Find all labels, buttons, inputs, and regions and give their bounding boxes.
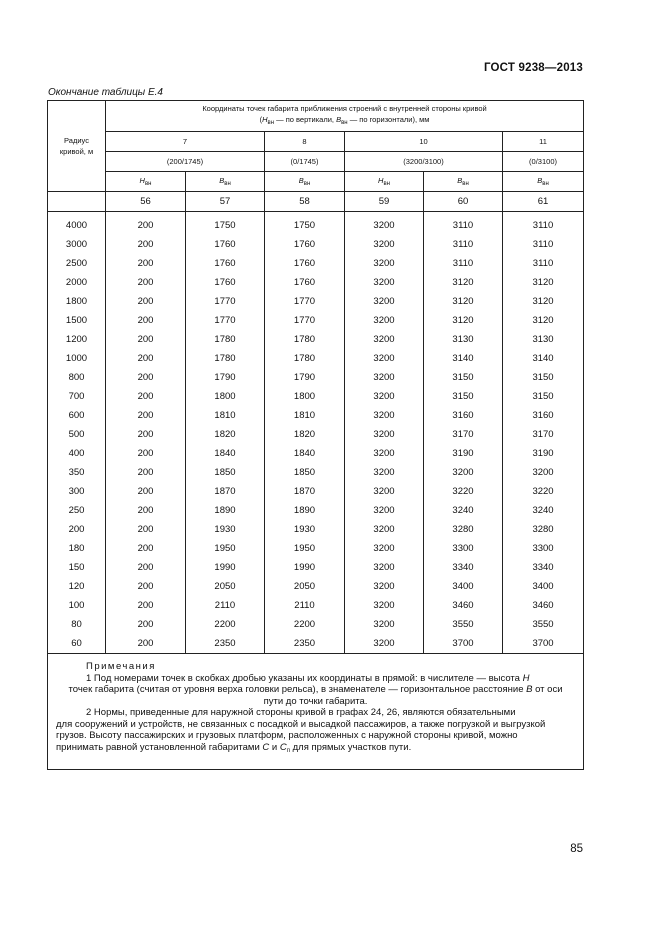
table-row — [48, 615, 584, 634]
radius-cell: 1000 — [48, 349, 106, 368]
value-cell: 3200 — [345, 444, 424, 463]
value-cell: 3220 — [503, 482, 584, 501]
note-2-cont: для сооружений и устройств, не связанных с посадкой и высадкой пассажиров, а также погрузкой и выгрузкой — [56, 718, 546, 730]
value-cell: 3460 — [503, 596, 584, 615]
value-cell: 3200 — [345, 273, 424, 292]
value-cell: 3200 — [345, 387, 424, 406]
value-cell: 3700 — [424, 634, 503, 654]
radius-cell: 100 — [48, 596, 106, 615]
value-cell: 200 — [106, 235, 186, 254]
value-cell: 3120 — [503, 292, 584, 311]
value-cell: 3150 — [424, 368, 503, 387]
value-cell: 1770 — [265, 292, 345, 311]
value-cell: 2200 — [186, 615, 265, 634]
value-cell: 3280 — [503, 520, 584, 539]
coordinate-symbol: $H_{вн}$ — [345, 172, 424, 192]
table-caption: Окончание таблицы Е.4 — [48, 87, 163, 98]
radius-cell: 200 — [48, 520, 106, 539]
radius-cell: 700 — [48, 387, 106, 406]
point-coordinates: (200/1745) — [106, 152, 265, 172]
column-number: 56 — [106, 192, 186, 212]
coordinate-symbol: $B_{вн}$ — [503, 172, 584, 192]
coordinate-symbol: $B_{вн}$ — [424, 172, 503, 192]
value-cell: 1780 — [186, 349, 265, 368]
value-cell: 3200 — [345, 254, 424, 273]
value-cell: 2050 — [265, 577, 345, 596]
point-coordinates: (0/3100) — [503, 152, 584, 172]
value-cell: 1810 — [186, 406, 265, 425]
value-cell: 3140 — [424, 349, 503, 368]
value-cell: 3200 — [424, 463, 503, 482]
column-number: 57 — [186, 192, 265, 212]
value-cell: 1950 — [265, 539, 345, 558]
value-cell: 3200 — [345, 501, 424, 520]
table-row — [48, 387, 584, 406]
value-cell: 1750 — [186, 212, 265, 236]
value-cell: 3200 — [345, 596, 424, 615]
value-cell: 1870 — [186, 482, 265, 501]
value-cell: 1890 — [186, 501, 265, 520]
value-cell: 200 — [106, 212, 186, 236]
value-cell: 3200 — [345, 235, 424, 254]
table-row — [48, 520, 584, 539]
value-cell: 200 — [106, 558, 186, 577]
value-cell: 3200 — [345, 634, 424, 654]
value-cell: 1990 — [265, 558, 345, 577]
value-cell: 1760 — [265, 235, 345, 254]
table-row — [48, 558, 584, 577]
radius-cell: 1800 — [48, 292, 106, 311]
value-cell: 3200 — [503, 463, 584, 482]
value-cell: 1770 — [186, 292, 265, 311]
gauge-table — [47, 100, 584, 770]
value-cell: 1990 — [186, 558, 265, 577]
value-cell: 2350 — [186, 634, 265, 654]
value-cell: 3240 — [424, 501, 503, 520]
table-row — [48, 254, 584, 273]
radius-cell: 60 — [48, 634, 106, 654]
value-cell: 1820 — [265, 425, 345, 444]
value-cell: 3200 — [345, 615, 424, 634]
value-cell: 200 — [106, 273, 186, 292]
radius-cell: 500 — [48, 425, 106, 444]
value-cell: 3200 — [345, 463, 424, 482]
value-cell: 3190 — [503, 444, 584, 463]
radius-cell: 80 — [48, 615, 106, 634]
value-cell: 3160 — [503, 406, 584, 425]
value-cell: 3220 — [424, 482, 503, 501]
value-cell: 1760 — [265, 254, 345, 273]
value-cell: 3200 — [345, 577, 424, 596]
column-number: 61 — [503, 192, 584, 212]
value-cell: 3200 — [345, 311, 424, 330]
column-number: 59 — [345, 192, 424, 212]
coordinate-symbol: $B_{вн}$ — [265, 172, 345, 192]
value-cell: 2110 — [186, 596, 265, 615]
table-row — [48, 596, 584, 615]
value-cell: 1750 — [265, 212, 345, 236]
value-cell: 3550 — [424, 615, 503, 634]
value-cell: 1760 — [186, 254, 265, 273]
table-row — [48, 349, 584, 368]
value-cell: 1800 — [186, 387, 265, 406]
coordinate-symbol: $B_{вн}$ — [186, 172, 265, 192]
value-cell: 3300 — [503, 539, 584, 558]
radius-cell: 350 — [48, 463, 106, 482]
table-row — [48, 406, 584, 425]
notes-title: Примечания — [86, 661, 156, 672]
note-2-end: принимать равной установленной габаритами C и $C_п$ для прямых участков пути. — [56, 741, 412, 754]
value-cell: 1790 — [265, 368, 345, 387]
value-cell: 3120 — [424, 273, 503, 292]
value-cell: 1780 — [186, 330, 265, 349]
radius-column-spacer — [48, 192, 106, 212]
value-cell: 1850 — [186, 463, 265, 482]
radius-cell: 120 — [48, 577, 106, 596]
value-cell: 3120 — [424, 292, 503, 311]
value-cell: 3200 — [345, 539, 424, 558]
table-row — [48, 444, 584, 463]
value-cell: 200 — [106, 634, 186, 654]
radius-header: Радиус кривой, м — [48, 101, 106, 192]
table-row — [48, 311, 584, 330]
value-cell: 1890 — [265, 501, 345, 520]
table-row — [48, 292, 584, 311]
value-cell: 1800 — [265, 387, 345, 406]
value-cell: 200 — [106, 368, 186, 387]
table-row — [48, 501, 584, 520]
value-cell: 200 — [106, 539, 186, 558]
value-cell: 1790 — [186, 368, 265, 387]
column-number: 60 — [424, 192, 503, 212]
value-cell: 3110 — [424, 235, 503, 254]
value-cell: 200 — [106, 615, 186, 634]
note-2: 2 Нормы, приведенные для наружной стороны кривой в графах 24, 26, являются обязательными — [86, 707, 516, 718]
value-cell: 3200 — [345, 292, 424, 311]
value-cell: 3110 — [503, 212, 584, 236]
table-body — [48, 212, 584, 654]
table-row — [48, 425, 584, 444]
value-cell: 3200 — [345, 482, 424, 501]
value-cell: 3200 — [345, 425, 424, 444]
value-cell: 1770 — [265, 311, 345, 330]
value-cell: 1780 — [265, 330, 345, 349]
value-cell: 3200 — [345, 330, 424, 349]
value-cell: 1810 — [265, 406, 345, 425]
page-number: 85 — [570, 843, 583, 855]
radius-cell: 4000 — [48, 212, 106, 236]
radius-cell: 3000 — [48, 235, 106, 254]
value-cell: 1840 — [186, 444, 265, 463]
radius-cell: 400 — [48, 444, 106, 463]
value-cell: 3120 — [503, 273, 584, 292]
table-row — [48, 212, 584, 236]
value-cell: 200 — [106, 425, 186, 444]
value-cell: 3700 — [503, 634, 584, 654]
value-cell: 200 — [106, 292, 186, 311]
point-coordinates: (3200/3100) — [345, 152, 503, 172]
value-cell: 2350 — [265, 634, 345, 654]
value-cell: 3200 — [345, 349, 424, 368]
value-cell: 200 — [106, 254, 186, 273]
value-cell: 200 — [106, 463, 186, 482]
value-cell: 3300 — [424, 539, 503, 558]
value-cell: 200 — [106, 387, 186, 406]
note-1-cont: точек габарита (считая от уровня верха головки рельса), в знаменателе — горизонтальное расстояние B от оси — [68, 684, 563, 695]
radius-cell: 800 — [48, 368, 106, 387]
radius-cell: 1500 — [48, 311, 106, 330]
value-cell: 3400 — [424, 577, 503, 596]
table-row — [48, 368, 584, 387]
value-cell: 1780 — [265, 349, 345, 368]
value-cell: 3200 — [345, 368, 424, 387]
note-1-end: пути до точки габарита. — [263, 695, 368, 707]
radius-cell: 2000 — [48, 273, 106, 292]
value-cell: 1820 — [186, 425, 265, 444]
value-cell: 3190 — [424, 444, 503, 463]
radius-cell: 600 — [48, 406, 106, 425]
table-row — [48, 634, 584, 654]
value-cell: 3550 — [503, 615, 584, 634]
radius-cell: 300 — [48, 482, 106, 501]
value-cell: 3110 — [503, 235, 584, 254]
value-cell: 3200 — [345, 558, 424, 577]
table-row — [48, 273, 584, 292]
value-cell: 1850 — [265, 463, 345, 482]
table-row — [48, 330, 584, 349]
value-cell: 3130 — [424, 330, 503, 349]
radius-cell: 180 — [48, 539, 106, 558]
value-cell: 1950 — [186, 539, 265, 558]
value-cell: 3400 — [503, 577, 584, 596]
value-cell: 3150 — [503, 387, 584, 406]
value-cell: 3200 — [345, 212, 424, 236]
coordinate-symbol: $H_{вн}$ — [106, 172, 186, 192]
value-cell: 3200 — [345, 406, 424, 425]
value-cell: 200 — [106, 311, 186, 330]
value-cell: 1760 — [265, 273, 345, 292]
value-cell: 3120 — [503, 311, 584, 330]
value-cell: 1840 — [265, 444, 345, 463]
value-cell: 200 — [106, 349, 186, 368]
table-row — [48, 463, 584, 482]
value-cell: 3110 — [503, 254, 584, 273]
value-cell: 1770 — [186, 311, 265, 330]
table-row — [48, 539, 584, 558]
value-cell: 3120 — [424, 311, 503, 330]
table-row — [48, 235, 584, 254]
value-cell: 1930 — [265, 520, 345, 539]
value-cell: 3200 — [345, 520, 424, 539]
value-cell: 3170 — [503, 425, 584, 444]
value-cell: 200 — [106, 501, 186, 520]
value-cell: 3130 — [503, 330, 584, 349]
value-cell: 3110 — [424, 254, 503, 273]
point-number: 10 — [345, 132, 503, 152]
point-coordinates: (0/1745) — [265, 152, 345, 172]
value-cell: 200 — [106, 444, 186, 463]
value-cell: 3160 — [424, 406, 503, 425]
radius-cell: 2500 — [48, 254, 106, 273]
radius-cell: 1200 — [48, 330, 106, 349]
value-cell: 3170 — [424, 425, 503, 444]
value-cell: 1760 — [186, 273, 265, 292]
point-number: 7 — [106, 132, 265, 152]
value-cell: 2110 — [265, 596, 345, 615]
value-cell: 3240 — [503, 501, 584, 520]
note-2-cont: грузов. Высоту пассажирских и грузовых платформ, расположенных с наружной стороны кривой, можно — [56, 730, 518, 741]
value-cell: 1870 — [265, 482, 345, 501]
column-number: 58 — [265, 192, 345, 212]
value-cell: 3460 — [424, 596, 503, 615]
value-cell: 3150 — [424, 387, 503, 406]
coordinates-header: Координаты точек габарита приближения строений с внутренней стороны кривой ($H_{вн}$ — по вертикали, $B_{вн}$ — по горизонтали), мм — [106, 101, 584, 132]
value-cell: 3140 — [503, 349, 584, 368]
value-cell: 3150 — [503, 368, 584, 387]
value-cell: 3110 — [424, 212, 503, 236]
value-cell: 200 — [106, 330, 186, 349]
value-cell: 200 — [106, 406, 186, 425]
value-cell: 3280 — [424, 520, 503, 539]
value-cell: 2050 — [186, 577, 265, 596]
value-cell: 1930 — [186, 520, 265, 539]
value-cell: 3340 — [424, 558, 503, 577]
value-cell: 2200 — [265, 615, 345, 634]
table-row — [48, 577, 584, 596]
value-cell: 3340 — [503, 558, 584, 577]
point-number: 8 — [265, 132, 345, 152]
value-cell: 1760 — [186, 235, 265, 254]
standard-code: ГОСТ 9238—2013 — [483, 62, 583, 74]
note-1: 1 Под номерами точек в скобках дробью указаны их координаты в прямой: в числителе — высота H — [86, 672, 530, 684]
point-number: 11 — [503, 132, 584, 152]
radius-cell: 150 — [48, 558, 106, 577]
value-cell: 200 — [106, 482, 186, 501]
table-row — [48, 482, 584, 501]
notes — [48, 654, 584, 770]
value-cell: 200 — [106, 596, 186, 615]
value-cell: 200 — [106, 577, 186, 596]
value-cell: 200 — [106, 520, 186, 539]
radius-cell: 250 — [48, 501, 106, 520]
